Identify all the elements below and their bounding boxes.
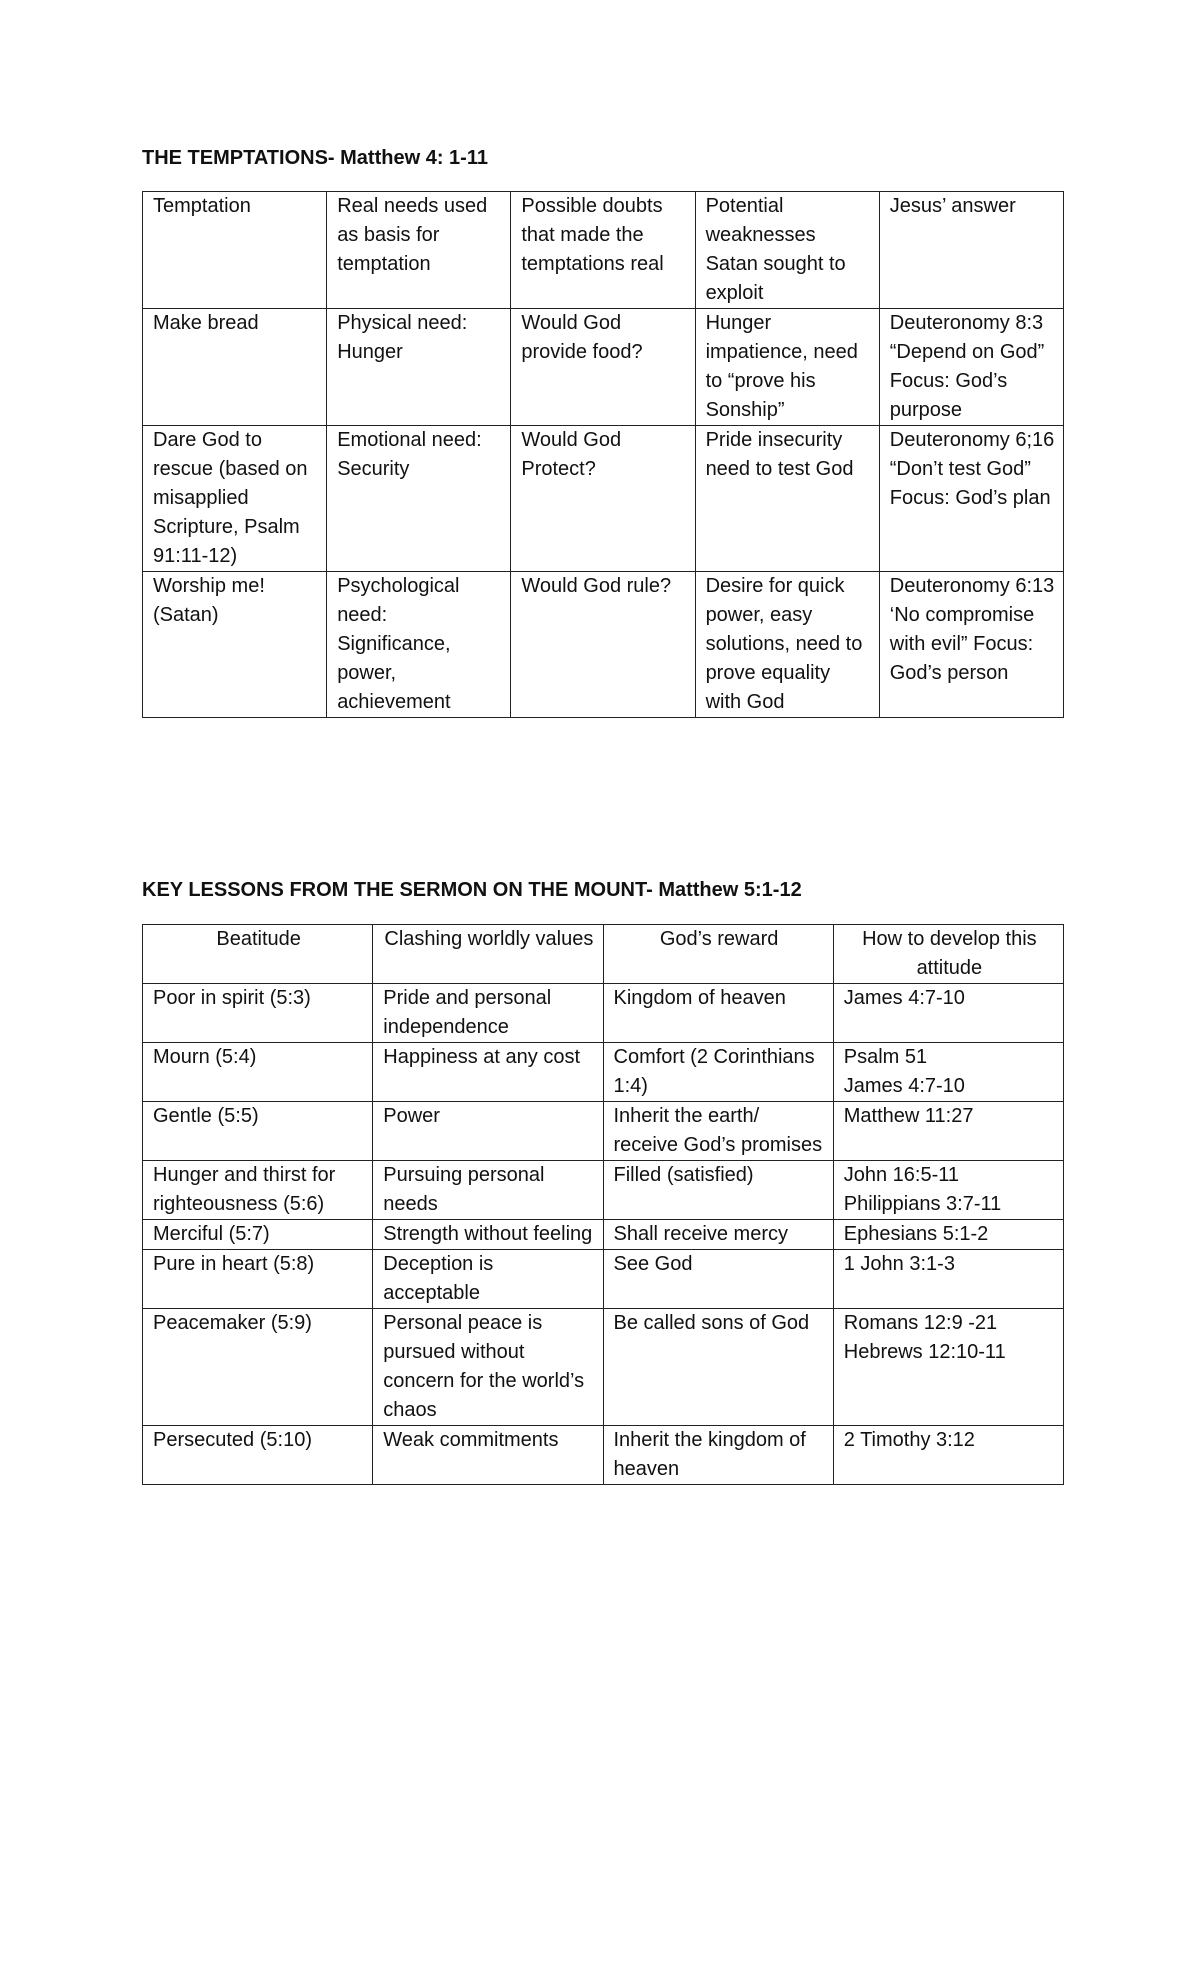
reference-line: Psalm 51 [843, 1046, 928, 1068]
table-cell: Filled (satisfied) [603, 1161, 833, 1220]
table-cell: See God [603, 1250, 833, 1309]
header-potential-weaknesses: Potential weaknesses Satan sought to exploit [695, 192, 879, 309]
table-cell: Weak commitments [373, 1426, 603, 1485]
table-cell: Happiness at any cost [373, 1043, 603, 1102]
reference-line: Philippians 3:7-11 [843, 1193, 1002, 1215]
beatitudes-table [142, 924, 1064, 1485]
table-cell: Deuteronomy 8:3 “Depend on God” Focus: God’s purpose [879, 309, 1063, 426]
reference-line: 1 John 3:1-3 [843, 1253, 955, 1275]
table-cell: Poor in spirit (5:3) [143, 984, 373, 1043]
table-row [143, 1220, 1064, 1250]
table-cell: Deuteronomy 6;16 “Don’t test God” Focus: God’s plan [879, 426, 1063, 572]
table-cell: Power [373, 1102, 603, 1161]
table-header-row [143, 925, 1064, 984]
table-cell: Would God provide food? [511, 309, 695, 426]
header-beatitude: Beatitude [143, 925, 373, 984]
table-cell: Pride insecurity need to test God [695, 426, 879, 572]
table-cell: Emotional need: Security [327, 426, 511, 572]
header-clashing-values: Clashing worldly values [373, 925, 603, 984]
table-cell: Inherit the earth/ receive God’s promises [603, 1102, 833, 1161]
table-row [143, 1102, 1064, 1161]
table-cell: Kingdom of heaven [603, 984, 833, 1043]
table-row [143, 309, 1064, 426]
header-jesus-answer: Jesus’ answer [879, 192, 1063, 309]
table-row [143, 426, 1064, 572]
table-cell: Inherit the kingdom of heaven [603, 1426, 833, 1485]
table-row [143, 984, 1064, 1043]
temptations-table [142, 191, 1064, 718]
reference-line: Matthew 11:27 [843, 1105, 974, 1127]
table-cell: Desire for quick power, easy solutions, need to prove equality with God [695, 572, 879, 718]
table-cell: Would God rule? [511, 572, 695, 718]
table-cell [833, 1250, 1063, 1309]
table-cell: Shall receive mercy [603, 1220, 833, 1250]
table-cell [833, 1309, 1063, 1426]
table-row [143, 1250, 1064, 1309]
table-cell [833, 1161, 1063, 1220]
table-cell: Worship me! (Satan) [143, 572, 327, 718]
header-how-to-develop: How to develop this attitude [833, 925, 1063, 984]
table-cell: Merciful (5:7) [143, 1220, 373, 1250]
table-cell: Psychological need: Significance, power, achievement [327, 572, 511, 718]
header-possible-doubts: Possible doubts that made the temptations real [511, 192, 695, 309]
reference-line: James 4:7-10 [843, 987, 965, 1009]
table-row [143, 1426, 1064, 1485]
header-real-needs: Real needs used as basis for temptation [327, 192, 511, 309]
table-cell: Pure in heart (5:8) [143, 1250, 373, 1309]
reference-line: Ephesians 5:1-2 [843, 1223, 989, 1245]
table-row [143, 1043, 1064, 1102]
temptations-heading: THE TEMPTATIONS- Matthew 4: 1-11 [142, 147, 488, 169]
table-row [143, 1161, 1064, 1220]
table-cell: Hunger impatience, need to “prove his Sonship” [695, 309, 879, 426]
table-row [143, 1309, 1064, 1426]
reference-line: James 4:7-10 [843, 1075, 965, 1097]
table-cell: Pride and personal independence [373, 984, 603, 1043]
reference-line: 2 Timothy 3:12 [843, 1429, 975, 1451]
table-cell [833, 984, 1063, 1043]
table-cell: Make bread [143, 309, 327, 426]
table-cell: Be called sons of God [603, 1309, 833, 1426]
reference-line: John 16:5-11 [843, 1164, 960, 1186]
table-cell: Dare God to rescue (based on misapplied Scripture, Psalm 91:11-12) [143, 426, 327, 572]
table-cell: Strength without feeling [373, 1220, 603, 1250]
header-gods-reward: God’s reward [603, 925, 833, 984]
reference-line: Hebrews 12:10-11 [843, 1341, 1006, 1363]
table-row [143, 572, 1064, 718]
table-cell: Peacemaker (5:9) [143, 1309, 373, 1426]
header-temptation: Temptation [143, 192, 327, 309]
table-cell: Comfort (2 Corinthians 1:4) [603, 1043, 833, 1102]
table-cell: Mourn (5:4) [143, 1043, 373, 1102]
table-cell: Pursuing personal needs [373, 1161, 603, 1220]
table-cell: Deuteronomy 6:13 ‘No compromise with evil” Focus: God’s person [879, 572, 1063, 718]
table-header-row [143, 192, 1064, 309]
table-cell: Hunger and thirst for righteousness (5:6) [143, 1161, 373, 1220]
table-cell [833, 1043, 1063, 1102]
table-cell: Personal peace is pursued without concern for the world’s chaos [373, 1309, 603, 1426]
table-cell: Deception is acceptable [373, 1250, 603, 1309]
table-cell: Persecuted (5:10) [143, 1426, 373, 1485]
reference-line: Romans 12:9 -21 [843, 1312, 998, 1334]
table-cell: Physical need: Hunger [327, 309, 511, 426]
table-cell: Gentle (5:5) [143, 1102, 373, 1161]
beatitudes-heading: KEY LESSONS FROM THE SERMON ON THE MOUNT- Matthew 5:1-12 [142, 879, 802, 901]
table-cell [833, 1426, 1063, 1485]
table-cell [833, 1220, 1063, 1250]
table-cell [833, 1102, 1063, 1161]
table-cell: Would God Protect? [511, 426, 695, 572]
